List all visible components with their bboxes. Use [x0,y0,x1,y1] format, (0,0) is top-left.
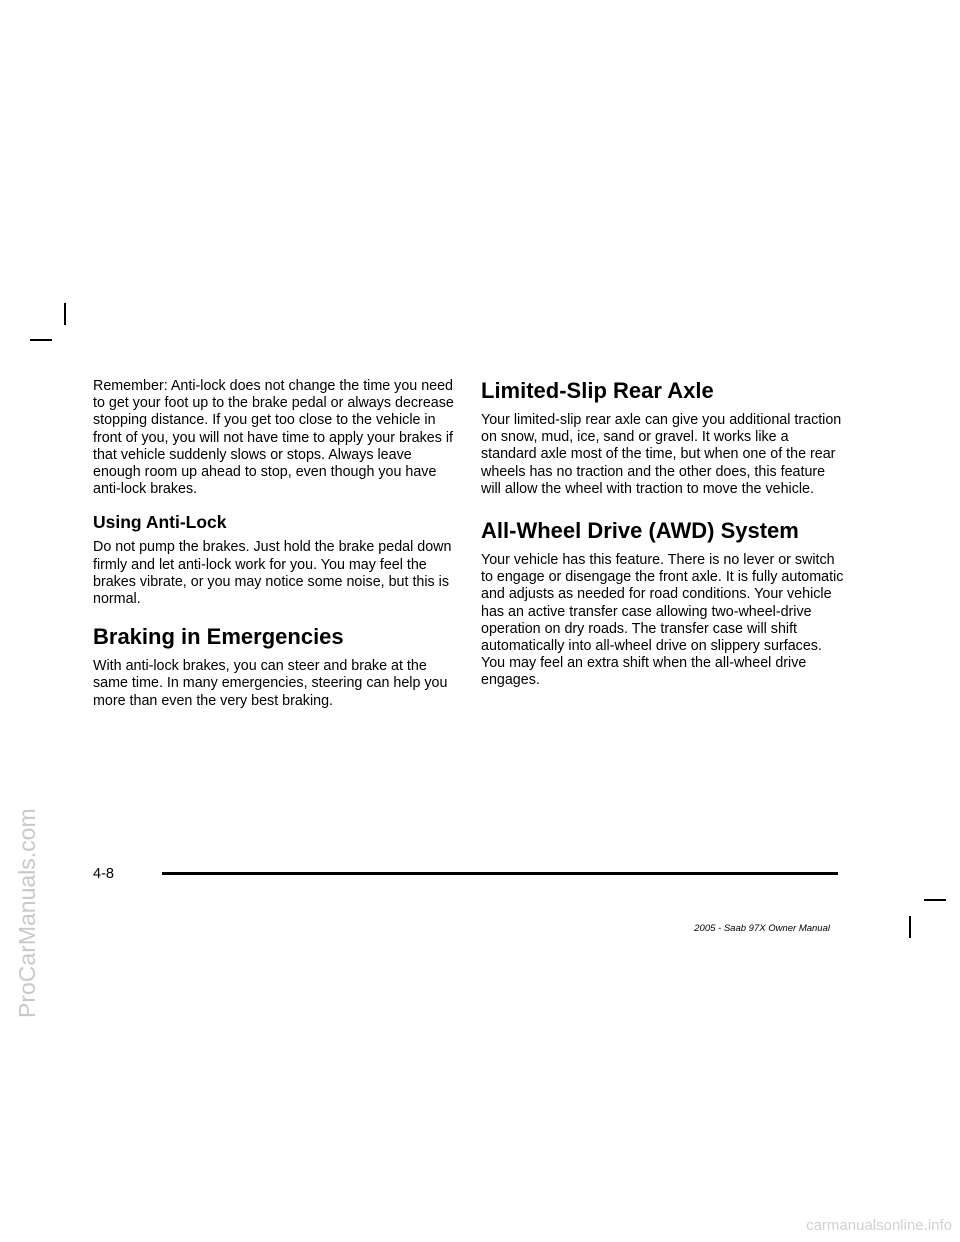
limited-slip-paragraph: Your limited-slip rear axle can give you additional traction on snow, mud, ice, sand or gravel. It works like a standard axle most of the time, but when one of the rear wheels has no traction and the other does, this feature will allow the wheel with traction to move the vehicle. [481,412,842,497]
intro-paragraph: Remember: Anti-lock does not change the time you need to get your foot up to the brake pedal or always decrease stopping distance. If you get too close to the vehicle in front of you, you will not have time to apply your brakes if that vehicle suddenly slows or stops. Always leave enough room up ahead to stop, even though you have anti-lock brakes. [93,378,454,498]
crop-mark-top-horizontal [30,339,52,341]
site-brand: carmanualsonline.info [806,1217,952,1234]
braking-emergencies-paragraph: With anti-lock brakes, you can steer and brake at the same time. In many emergencies, steering can help you more than even the very best braking. [93,658,448,709]
crop-mark-bottom-vertical [909,916,911,938]
watermark: ProCarManuals.com [14,808,40,1018]
crop-mark-top-vertical [64,303,66,325]
braking-emergencies-heading: Braking in Emergencies [93,624,344,650]
footer-rule [162,872,838,875]
left-column [93,378,457,710]
manual-title: 2005 - Saab 97X Owner Manual [694,923,830,934]
awd-paragraph: Your vehicle has this feature. There is no lever or switch to engage or disengage the front axle. It is fully automatic and adjusts as needed for road conditions. Your vehicle has an active transfer case allowing two-wheel-drive operation on dry roads. The transfer case will shift automatically into all-wheel drive on slippery surfaces. You may feel an extra shift when the all-wheel drive engages. [481,552,844,689]
using-antilock-heading: Using Anti-Lock [93,512,227,533]
limited-slip-heading: Limited-Slip Rear Axle [481,378,714,403]
crop-mark-bottom-horizontal [924,899,946,901]
awd-heading: All-Wheel Drive (AWD) System [481,518,799,544]
using-antilock-paragraph: Do not pump the brakes. Just hold the brake pedal down firmly and let anti-lock work for you. You may feel the brakes vibrate, or you may notice some noise, but this is normal. [93,539,452,608]
right-column [481,378,847,690]
page-number: 4-8 [93,866,114,882]
